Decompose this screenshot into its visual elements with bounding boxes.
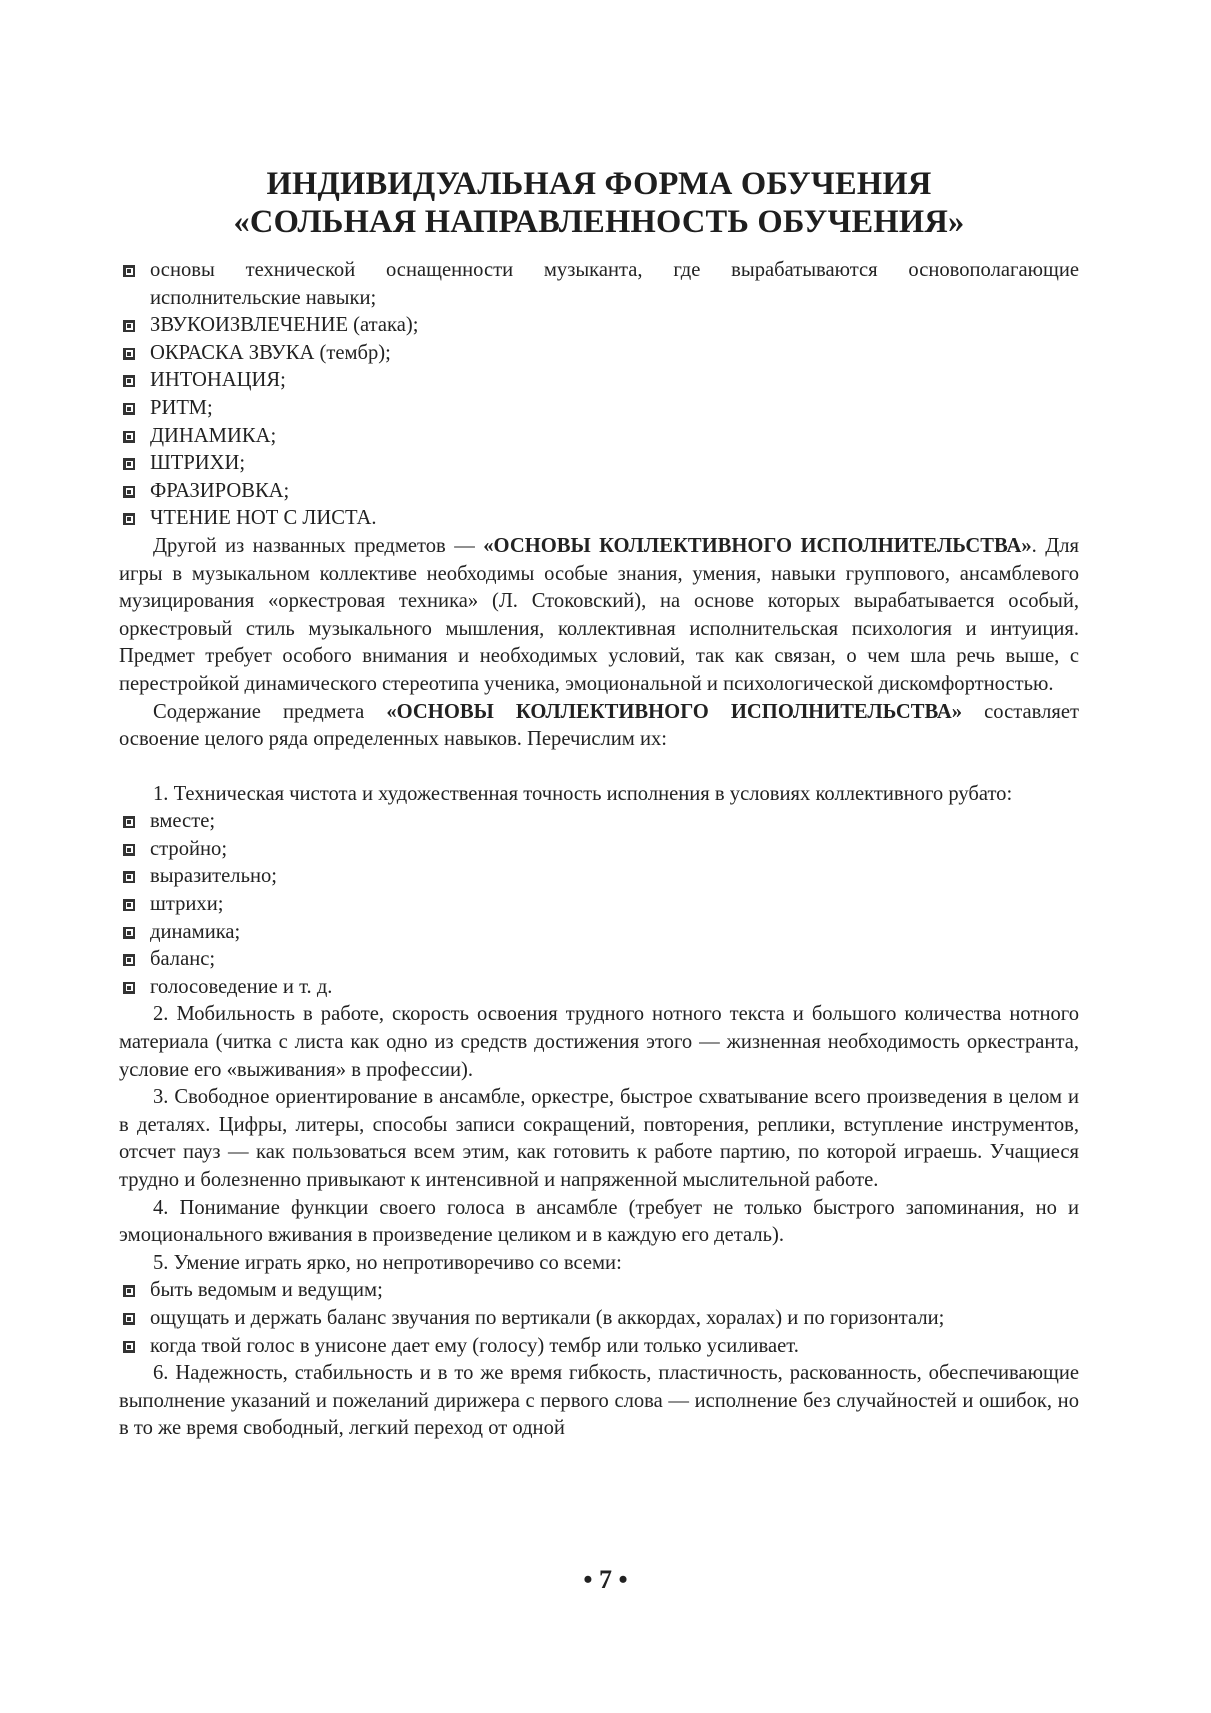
list-item: основы технической оснащенности музыканта, где вырабатываются основополагающие исполнительские навыки;: [119, 257, 1079, 312]
list-item: вместе;: [119, 808, 1079, 836]
page-title: [119, 165, 1079, 241]
list-item: быть ведомым и ведущим;: [119, 1277, 1079, 1305]
title-line-1: ИНДИВИДУАЛЬНАЯ ФОРМА ОБУЧЕНИЯ: [266, 166, 932, 202]
list-item: ощущать и держать баланс звучания по вертикали (в аккордах, хоралах) и по горизонтали;: [119, 1305, 1079, 1333]
para1-bold: «ОСНОВЫ КОЛЛЕКТИВНОГО ИСПОЛНИТЕЛЬСТВА»: [483, 534, 1032, 557]
para2-lead: Содержание предмета: [153, 700, 387, 723]
rubato-list: [119, 808, 1079, 1001]
paragraph-content: [119, 699, 1079, 754]
title-line-2: «СОЛЬНАЯ НАПРАВЛЕННОСТЬ ОБУЧЕНИЯ»: [233, 204, 965, 240]
list-item: баланс;: [119, 946, 1079, 974]
numbered-item-2: 2. Мобильность в работе, скорость освоения трудного нотного текста и большого количества нотного материала (читка с листа как одно из средств достижения этого — жизненная необходимость оркестранта, условие его «выживания» в профессии).: [119, 1003, 1079, 1081]
list-item: ОКРАСКА ЗВУКА (тембр);: [119, 340, 1079, 368]
list-item: РИТМ;: [119, 395, 1079, 423]
list-item: ФРАЗИРОВКА;: [119, 478, 1079, 506]
spacer: [119, 754, 1079, 781]
numbered-item-6: 6. Надежность, стабильность и в то же время гибкость, пластичность, раскованность, обеспечивающие выполнение указаний и пожеланий дирижера с первого слова — исполнение без случайностей и ошибок, но в то же время свободный, легкий переход от одной: [119, 1362, 1079, 1440]
paragraph-collective-subject: [119, 533, 1079, 699]
numbered-item-4: 4. Понимание функции своего голоса в ансамбле (требует не только быстрого запоминания, но и эмоционального вживания в произведение целиком и в каждую его деталь).: [119, 1196, 1079, 1247]
para2-bold: «ОСНОВЫ КОЛЛЕКТИВНОГО ИСПОЛНИТЕЛЬСТВА»: [386, 700, 963, 723]
list-item: стройно;: [119, 836, 1079, 864]
page-body: [119, 165, 1079, 1443]
skills-list: [119, 257, 1079, 533]
list-item: ДИНАМИКА;: [119, 423, 1079, 451]
list-item: штрихи;: [119, 891, 1079, 919]
numbered-item-3: 3. Свободное ориентирование в ансамбле, оркестре, быстрое схватывание всего произведения в целом и в деталях. Цифры, литеры, способы записи сокращений, повторения, реплики, вступление инструментов, отсчет пауз — как пользоваться всем этим, как готовить к работе партию, по которой играешь. Учащиеся трудно и болезненно привыкают к интенсивной и напряженной мыслительной работе.: [119, 1086, 1079, 1191]
list-item: ЗВУКОИЗВЛЕЧЕНИЕ (атака);: [119, 312, 1079, 340]
list-item: голосоведение и т. д.: [119, 974, 1079, 1002]
list-item: динамика;: [119, 919, 1079, 947]
numbered-item-1: 1. Техническая чистота и художественная точность исполнения в условиях коллективного рубато:: [153, 782, 1013, 805]
numbered-item-5: 5. Умение играть ярко, но непротиворечиво со всеми:: [153, 1251, 622, 1274]
page-number: • 7 •: [583, 1565, 628, 1594]
list-item: ЧТЕНИЕ НОТ С ЛИСТА.: [119, 505, 1079, 533]
para1-lead: Другой из названных предметов —: [153, 534, 484, 557]
list-item: когда твой голос в унисоне дает ему (голосу) тембр или только усиливает.: [119, 1333, 1079, 1361]
para2-rest: составляет освоение целого ряда определенных навыков. Перечислим их:: [119, 700, 1079, 751]
para1-rest: . Для игры в музыкальном коллективе необходимы особые знания, умения, навыки группового, ансамблевого музицирования «оркестровая техника» (Л. Стоковский), на основе которых вырабатывается особый, оркестровый стиль музыкального мышления, коллективная исполнительская психология и интуиция. Предмет требует особого внимания и необходимых условий, так как связан, о чем шла речь выше, с перестройкой динамического стереотипа ученика, эмоциональной и психологической дискомфортностью.: [119, 534, 1080, 695]
list-item: ИНТОНАЦИЯ;: [119, 367, 1079, 395]
list-item: выразительно;: [119, 863, 1079, 891]
list-item: ШТРИХИ;: [119, 450, 1079, 478]
ensemble-list: [119, 1277, 1079, 1360]
